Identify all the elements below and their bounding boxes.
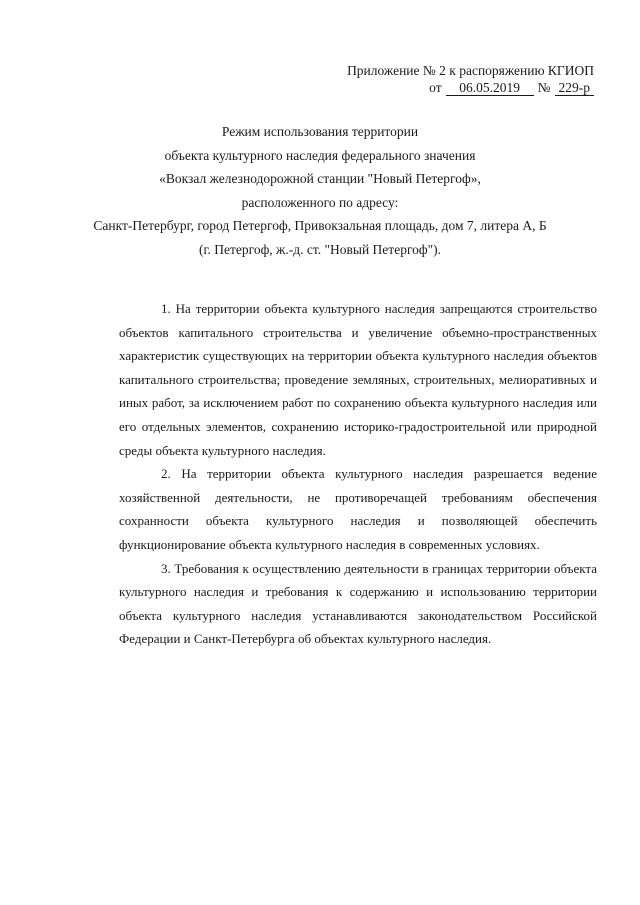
paragraph-2: 2. На территории объекта культурного наследия разрешается ведение хозяйственной деятельности, не противоречащей требованиям обеспечения сохранности объекта культурного наследия и позволяющей обеспечить функционирование объекта культурного наследия в современных условиях. (119, 466, 597, 552)
title-line-2: объекта культурного наследия федерального значения (164, 147, 476, 163)
paragraph-3: 3. Требования к осуществлению деятельности в границах территории объекта культурного наследия и требования к содержанию и использованию территории объекта культурного наследия устанавливаются законодательством Российской Федерации и Санкт-Петербурга об объектах культурного наследия. (119, 560, 597, 647)
title-line-3: «Вокзал железнодорожной станции "Новый Петергоф», (159, 171, 481, 186)
appendix-line: Приложение № 2 к распоряжению КГИОП (347, 63, 594, 78)
paragraph-1: 1. На территории объекта культурного наследия запрещаются строительство объектов капитального строительства и увеличение объемно-пространственных характеристик существующих на территории объекта культурного наследия объектов капитального строительства; проведение земляных, строительных, мелиоративных и иных работ, за исключением работ по сохранению объекта культурного наследия или его отдельных элементов, сохранению историко-градостроительной или природной среды объекта культурного наследия. (119, 301, 597, 458)
document-title (60, 120, 580, 261)
order-date: 06.05.2019 (446, 81, 534, 96)
document-body (119, 297, 597, 651)
title-line-4: расположенного по адресу: (241, 194, 399, 210)
title-line-1: Режим использования территории (221, 124, 419, 139)
number-label: № (537, 80, 551, 95)
order-date-number-line (347, 79, 594, 96)
document-header (347, 62, 594, 96)
title-line-5: Санкт-Петербург, город Петергоф, Привокзальная площадь, дом 7, литера А, Б (93, 218, 547, 233)
from-label: от (429, 80, 442, 95)
title-line-6: (г. Петергоф, ж.-д. ст. "Новый Петергоф"). (198, 241, 442, 257)
order-number: 229-р (555, 81, 595, 96)
